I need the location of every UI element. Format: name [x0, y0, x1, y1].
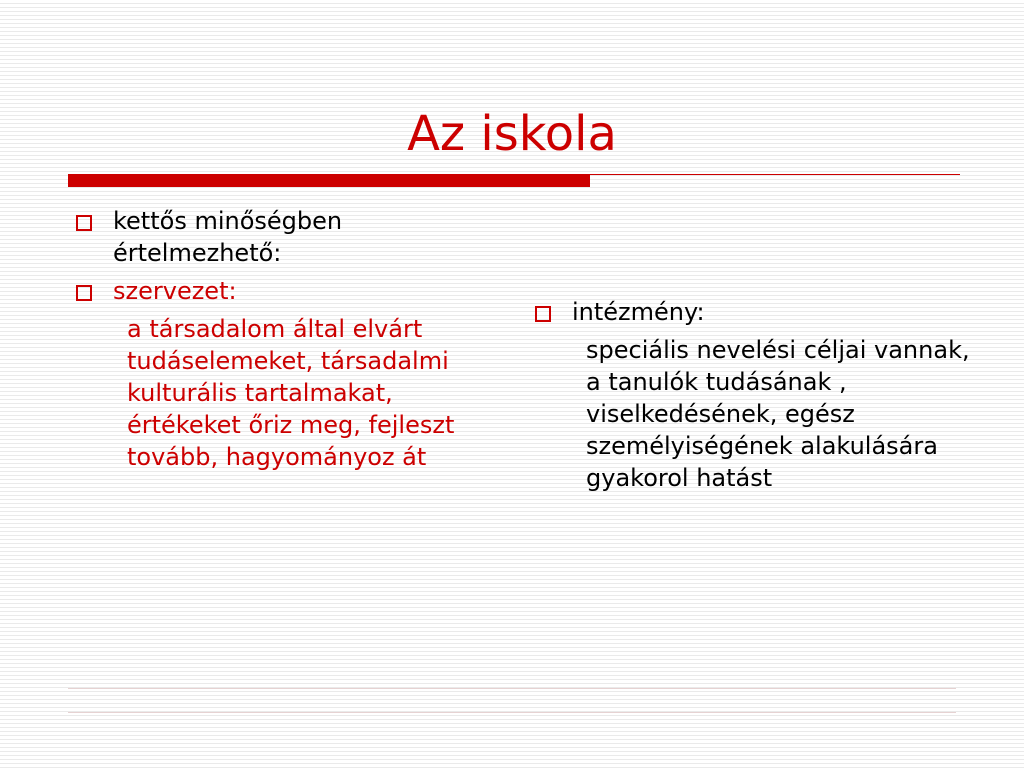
bullet-item	[76, 275, 496, 307]
square-bullet-icon	[535, 306, 551, 322]
square-bullet-icon	[76, 285, 92, 301]
sub-paragraph: a társadalom által elvárt tudáselemeket, társadalmi kulturális tartalmakat, értékeket őriz meg, fejleszt tovább, hagyományoz át	[127, 315, 455, 471]
bullet-text: szervezet:	[113, 277, 237, 305]
title-underline-thin	[590, 174, 960, 175]
sub-paragraph: speciális nevelési céljai vannak, a tanulók tudásának , viselkedésének, egész személyiségének alakulására gyakorol hatást	[586, 336, 970, 492]
bullet-text: intézmény:	[572, 298, 705, 326]
title-underline-thick	[68, 174, 590, 187]
bullet-item	[76, 205, 496, 269]
footer-divider	[68, 712, 956, 713]
footer-divider	[68, 688, 956, 689]
slide-title: Az iskola	[407, 106, 617, 162]
bullet-text: kettős minőségben értelmezhető:	[113, 207, 343, 267]
right-column	[535, 296, 975, 494]
left-column	[76, 205, 496, 473]
square-bullet-icon	[76, 215, 92, 231]
bullet-item	[535, 296, 975, 328]
